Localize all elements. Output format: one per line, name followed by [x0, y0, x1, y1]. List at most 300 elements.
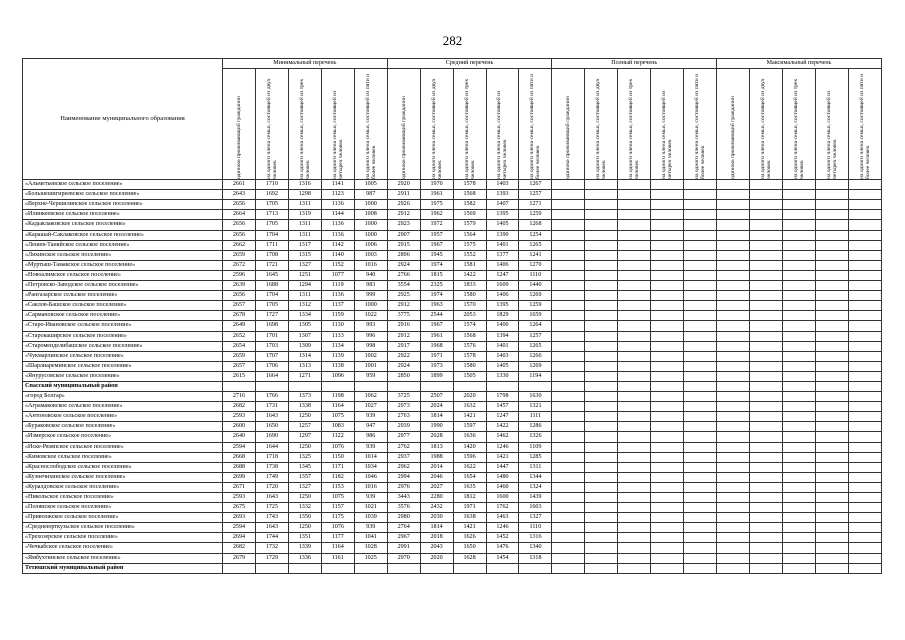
table-row	[23, 230, 882, 240]
value-cell: 1749	[255, 472, 288, 482]
value-cell	[750, 523, 783, 533]
value-cell: 1340	[519, 543, 552, 553]
value-cell: 2980	[387, 513, 420, 523]
value-cell: 1140	[321, 250, 354, 260]
value-cell	[782, 321, 815, 331]
value-cell: 1318	[519, 553, 552, 563]
value-cell: 1000	[354, 230, 387, 240]
value-cell	[815, 422, 848, 432]
subcolumn-label: на одного члена семьи, состоящей из трех человек	[463, 78, 476, 180]
value-cell: 2970	[387, 553, 420, 563]
value-cell: 1829	[486, 311, 519, 321]
value-cell	[552, 240, 585, 250]
value-cell: 1002	[354, 351, 387, 361]
value-cell	[848, 291, 881, 301]
value-cell: 2907	[387, 230, 420, 240]
subcolumn-header	[848, 69, 881, 180]
row-name: «Кадыклаковское сельское поселение»	[23, 220, 223, 230]
value-cell: 1706	[255, 361, 288, 371]
value-cell	[717, 442, 750, 452]
value-cell: 1266	[519, 351, 552, 361]
value-cell: 1401	[486, 341, 519, 351]
value-cell	[387, 381, 420, 391]
value-cell: 1971	[453, 503, 486, 513]
table-body	[23, 180, 882, 574]
value-cell	[585, 523, 618, 533]
value-cell: 2917	[387, 341, 420, 351]
row-name: «Карашай-Саклаковское сельское поселение»	[23, 230, 223, 240]
value-cell	[750, 482, 783, 492]
value-cell: 2600	[223, 422, 256, 432]
value-cell	[815, 553, 848, 563]
value-cell	[585, 361, 618, 371]
value-cell: 1705	[255, 200, 288, 210]
subcolumn-label: на одного члена семьи, состоящей из четырех человек	[331, 90, 344, 180]
value-cell: 1344	[519, 472, 552, 482]
value-cell: 3554	[387, 281, 420, 291]
value-cell	[684, 311, 717, 321]
value-cell: 1568	[453, 331, 486, 341]
value-cell	[255, 563, 288, 573]
value-cell: 1307	[288, 331, 321, 341]
value-cell	[750, 321, 783, 331]
value-cell	[750, 392, 783, 402]
value-cell	[684, 563, 717, 573]
value-cell: 2594	[223, 442, 256, 452]
table-row	[23, 180, 882, 190]
value-cell	[618, 543, 651, 553]
value-cell	[618, 553, 651, 563]
value-cell	[618, 190, 651, 200]
value-cell	[651, 381, 684, 391]
value-cell	[815, 381, 848, 391]
value-cell: 1144	[321, 210, 354, 220]
district-row	[23, 563, 882, 573]
value-cell: 1164	[321, 543, 354, 553]
value-cell: 1574	[453, 321, 486, 331]
value-cell: 2694	[223, 533, 256, 543]
row-name: «Иске-Рязяпское сельское поселение»	[23, 442, 223, 452]
value-cell	[684, 341, 717, 351]
value-cell: 1194	[519, 371, 552, 381]
value-cell: 2924	[387, 361, 420, 371]
value-cell	[585, 301, 618, 311]
value-cell: 1046	[354, 472, 387, 482]
value-cell: 1597	[453, 422, 486, 432]
value-cell: 1000	[354, 301, 387, 311]
value-cell	[585, 230, 618, 240]
value-cell: 1350	[288, 513, 321, 523]
value-cell	[848, 230, 881, 240]
value-cell: 1578	[453, 180, 486, 190]
group-max: Максимальный перечень	[717, 59, 882, 69]
value-cell	[585, 331, 618, 341]
row-name: Тетюшский муниципальный район	[23, 563, 223, 573]
value-cell: 1813	[420, 442, 453, 452]
value-cell	[750, 301, 783, 311]
value-cell	[651, 311, 684, 321]
value-cell	[552, 210, 585, 220]
value-cell: 1136	[321, 220, 354, 230]
value-cell	[750, 402, 783, 412]
subcolumn-header	[321, 69, 354, 180]
value-cell	[815, 523, 848, 533]
value-cell	[848, 301, 881, 311]
value-cell	[552, 311, 585, 321]
value-cell: 1319	[288, 210, 321, 220]
value-cell: 1636	[453, 432, 486, 442]
value-cell: 1582	[453, 200, 486, 210]
value-cell	[717, 371, 750, 381]
row-name: «Полянское сельское поселение»	[23, 503, 223, 513]
row-name: «Старокаширское сельское поселение»	[23, 331, 223, 341]
value-cell: 1579	[453, 220, 486, 230]
value-cell	[815, 442, 848, 452]
value-cell	[354, 381, 387, 391]
value-cell	[815, 482, 848, 492]
value-cell: 2939	[387, 422, 420, 432]
cost-table	[22, 58, 882, 574]
value-cell: 1407	[486, 200, 519, 210]
value-cell: 2053	[453, 311, 486, 321]
value-cell: 1137	[321, 301, 354, 311]
value-cell: 1016	[354, 260, 387, 270]
value-cell	[750, 513, 783, 523]
value-cell: 1075	[321, 493, 354, 503]
value-cell	[585, 452, 618, 462]
value-cell	[815, 321, 848, 331]
subcolumn-header	[552, 69, 585, 180]
value-cell: 1150	[321, 452, 354, 462]
value-cell	[717, 452, 750, 462]
row-name: «Чечкабское сельское поселение»	[23, 543, 223, 553]
value-cell: 1332	[288, 503, 321, 513]
value-cell: 1744	[255, 533, 288, 543]
page-number: 282	[442, 33, 463, 48]
table-row	[23, 422, 882, 432]
value-cell	[815, 361, 848, 371]
value-cell	[750, 533, 783, 543]
value-cell: 1406	[486, 260, 519, 270]
row-name: «Чукмарлинское сельское поселение»	[23, 351, 223, 361]
value-cell	[848, 422, 881, 432]
value-cell	[815, 200, 848, 210]
value-cell	[717, 240, 750, 250]
value-cell	[684, 250, 717, 260]
row-name: «Аграмаковское сельское поселение»	[23, 402, 223, 412]
value-cell	[651, 482, 684, 492]
table-row	[23, 452, 882, 462]
value-cell	[782, 442, 815, 452]
value-cell	[750, 553, 783, 563]
row-name: «Антоновское сельское поселение»	[23, 412, 223, 422]
subcolumn-label: на одного члена семьи, состоящей из трех человек	[628, 78, 641, 180]
value-cell	[717, 513, 750, 523]
value-cell: 1814	[420, 412, 453, 422]
value-cell	[552, 200, 585, 210]
value-cell	[651, 331, 684, 341]
value-cell: 2593	[223, 493, 256, 503]
value-cell: 1267	[519, 180, 552, 190]
value-cell	[782, 190, 815, 200]
value-cell: 2643	[223, 190, 256, 200]
value-cell	[552, 422, 585, 432]
value-cell	[782, 281, 815, 291]
value-cell: 1690	[255, 432, 288, 442]
value-cell	[618, 281, 651, 291]
table-row	[23, 371, 882, 381]
value-cell	[848, 200, 881, 210]
table-row	[23, 553, 882, 563]
value-cell	[651, 291, 684, 301]
value-cell: 2043	[420, 543, 453, 553]
value-cell	[321, 563, 354, 573]
value-cell	[750, 210, 783, 220]
value-cell	[782, 503, 815, 513]
value-cell	[717, 361, 750, 371]
value-cell	[750, 220, 783, 230]
value-cell	[782, 301, 815, 311]
value-cell: 1704	[255, 230, 288, 240]
table-row	[23, 301, 882, 311]
value-cell	[782, 180, 815, 190]
subcolumn-header	[651, 69, 684, 180]
value-cell: 1198	[321, 392, 354, 402]
value-cell	[815, 472, 848, 482]
value-cell	[815, 503, 848, 513]
value-cell: 2020	[420, 553, 453, 563]
value-cell	[848, 381, 881, 391]
value-cell	[848, 392, 881, 402]
table-row	[23, 281, 882, 291]
value-cell: 1644	[255, 442, 288, 452]
subcolumn-header	[519, 69, 552, 180]
value-cell	[815, 230, 848, 240]
value-cell: 1016	[354, 482, 387, 492]
value-cell: 2671	[223, 482, 256, 492]
value-cell	[848, 513, 881, 523]
value-cell: 2657	[223, 301, 256, 311]
value-cell	[717, 563, 750, 573]
table-row	[23, 210, 882, 220]
subcolumn-header	[255, 69, 288, 180]
value-cell: 2280	[420, 493, 453, 503]
value-cell	[684, 523, 717, 533]
value-cell	[585, 472, 618, 482]
value-cell	[585, 543, 618, 553]
value-cell: 1251	[288, 270, 321, 280]
subcolumn-label: на одного члена семьи, состоящей из двух человек	[430, 78, 443, 180]
value-cell	[815, 371, 848, 381]
value-cell	[684, 230, 717, 240]
value-cell: 1269	[519, 361, 552, 371]
value-cell: 2926	[387, 200, 420, 210]
value-cell: 1136	[321, 230, 354, 240]
value-cell: 1552	[453, 250, 486, 260]
value-cell: 2652	[223, 331, 256, 341]
value-cell	[848, 220, 881, 230]
table-row	[23, 351, 882, 361]
value-cell	[552, 553, 585, 563]
table-row	[23, 523, 882, 533]
value-cell	[651, 190, 684, 200]
value-cell	[420, 563, 453, 573]
subcolumn-header	[684, 69, 717, 180]
value-cell: 2675	[223, 503, 256, 513]
value-cell	[618, 180, 651, 190]
value-cell	[815, 543, 848, 553]
value-cell: 2656	[223, 220, 256, 230]
value-cell	[255, 381, 288, 391]
value-cell: 1003	[354, 250, 387, 260]
value-cell: 1334	[288, 311, 321, 321]
value-cell: 1705	[255, 220, 288, 230]
value-cell	[585, 341, 618, 351]
subcolumn-header	[420, 69, 453, 180]
value-cell: 2912	[387, 331, 420, 341]
value-cell	[585, 381, 618, 391]
value-cell	[585, 442, 618, 452]
value-cell: 1000	[354, 220, 387, 230]
value-cell: 1271	[288, 371, 321, 381]
value-cell	[815, 351, 848, 361]
value-cell: 1457	[486, 402, 519, 412]
value-cell: 1119	[321, 281, 354, 291]
subcolumn-header	[453, 69, 486, 180]
value-cell: 1259	[519, 210, 552, 220]
value-cell	[750, 452, 783, 462]
value-cell: 1798	[486, 392, 519, 402]
subcolumn-label: на одного члена семьи, состоящей из четырех человек	[661, 90, 674, 180]
value-cell	[782, 543, 815, 553]
value-cell	[848, 321, 881, 331]
value-cell: 1138	[321, 361, 354, 371]
value-cell: 1268	[519, 220, 552, 230]
row-name: «Альметьевское сельское поселение»	[23, 180, 223, 190]
subcolumn-header	[750, 69, 783, 180]
value-cell: 1157	[321, 503, 354, 513]
value-cell	[815, 180, 848, 190]
value-cell	[552, 462, 585, 472]
value-cell	[618, 250, 651, 260]
value-cell: 1345	[288, 462, 321, 472]
group-full: Полный перечень	[552, 59, 717, 69]
value-cell	[684, 493, 717, 503]
value-cell: 987	[354, 190, 387, 200]
value-cell	[717, 321, 750, 331]
value-cell: 2046	[420, 472, 453, 482]
value-cell: 1250	[288, 493, 321, 503]
value-cell: 2973	[387, 402, 420, 412]
value-cell	[585, 291, 618, 301]
table-row	[23, 200, 882, 210]
value-cell	[618, 442, 651, 452]
value-cell: 1390	[486, 230, 519, 240]
row-name: «Среднеюрткузьское сельское поселение»	[23, 523, 223, 533]
value-cell: 1316	[288, 180, 321, 190]
value-cell	[684, 190, 717, 200]
value-cell: 1421	[453, 412, 486, 422]
value-cell	[585, 351, 618, 361]
value-cell: 1351	[288, 533, 321, 543]
value-cell: 1654	[453, 472, 486, 482]
value-cell	[782, 472, 815, 482]
value-cell: 1833	[453, 281, 486, 291]
value-cell	[782, 240, 815, 250]
value-cell	[750, 422, 783, 432]
value-cell	[750, 371, 783, 381]
value-cell	[618, 230, 651, 240]
value-cell	[717, 270, 750, 280]
value-cell: 2912	[387, 301, 420, 311]
value-cell: 1643	[255, 493, 288, 503]
value-cell: 1638	[453, 513, 486, 523]
value-cell: 2028	[420, 432, 453, 442]
value-cell: 1463	[486, 513, 519, 523]
value-cell: 1762	[486, 503, 519, 513]
value-cell	[651, 533, 684, 543]
value-cell: 1405	[486, 220, 519, 230]
value-cell	[651, 412, 684, 422]
value-cell	[552, 270, 585, 280]
value-cell	[815, 281, 848, 291]
value-cell: 2672	[223, 260, 256, 270]
value-cell	[651, 503, 684, 513]
value-cell	[782, 351, 815, 361]
value-cell	[750, 493, 783, 503]
value-cell	[519, 381, 552, 391]
value-cell: 1476	[486, 543, 519, 553]
value-cell: 2656	[223, 230, 256, 240]
table-row	[23, 331, 882, 341]
value-cell	[684, 412, 717, 422]
value-cell: 1439	[519, 493, 552, 503]
value-cell	[552, 331, 585, 341]
value-cell	[651, 351, 684, 361]
value-cell	[552, 301, 585, 311]
row-name: «город Болгар»	[23, 392, 223, 402]
value-cell: 1962	[420, 210, 453, 220]
value-cell	[585, 250, 618, 260]
value-cell: 1732	[255, 543, 288, 553]
value-cell: 2920	[387, 180, 420, 190]
value-cell	[618, 472, 651, 482]
value-cell	[782, 210, 815, 220]
value-cell: 2991	[387, 543, 420, 553]
value-cell: 1377	[486, 250, 519, 260]
value-cell: 1133	[321, 331, 354, 341]
value-cell	[552, 250, 585, 260]
value-cell: 1570	[453, 301, 486, 311]
value-cell	[717, 543, 750, 553]
value-cell	[552, 351, 585, 361]
row-name: «Ямбухтинское сельское поселение»	[23, 553, 223, 563]
value-cell	[717, 250, 750, 260]
value-cell: 1182	[321, 472, 354, 482]
table-row	[23, 270, 882, 280]
subcolumn-label: одиноко проживающий гражданин	[400, 96, 407, 180]
value-cell: 2594	[223, 523, 256, 533]
value-cell	[684, 422, 717, 432]
value-cell	[321, 381, 354, 391]
value-cell	[848, 371, 881, 381]
value-cell	[651, 422, 684, 432]
value-cell	[848, 311, 881, 321]
value-cell	[815, 260, 848, 270]
value-cell: 1643	[255, 412, 288, 422]
value-cell	[750, 341, 783, 351]
table-row	[23, 513, 882, 523]
